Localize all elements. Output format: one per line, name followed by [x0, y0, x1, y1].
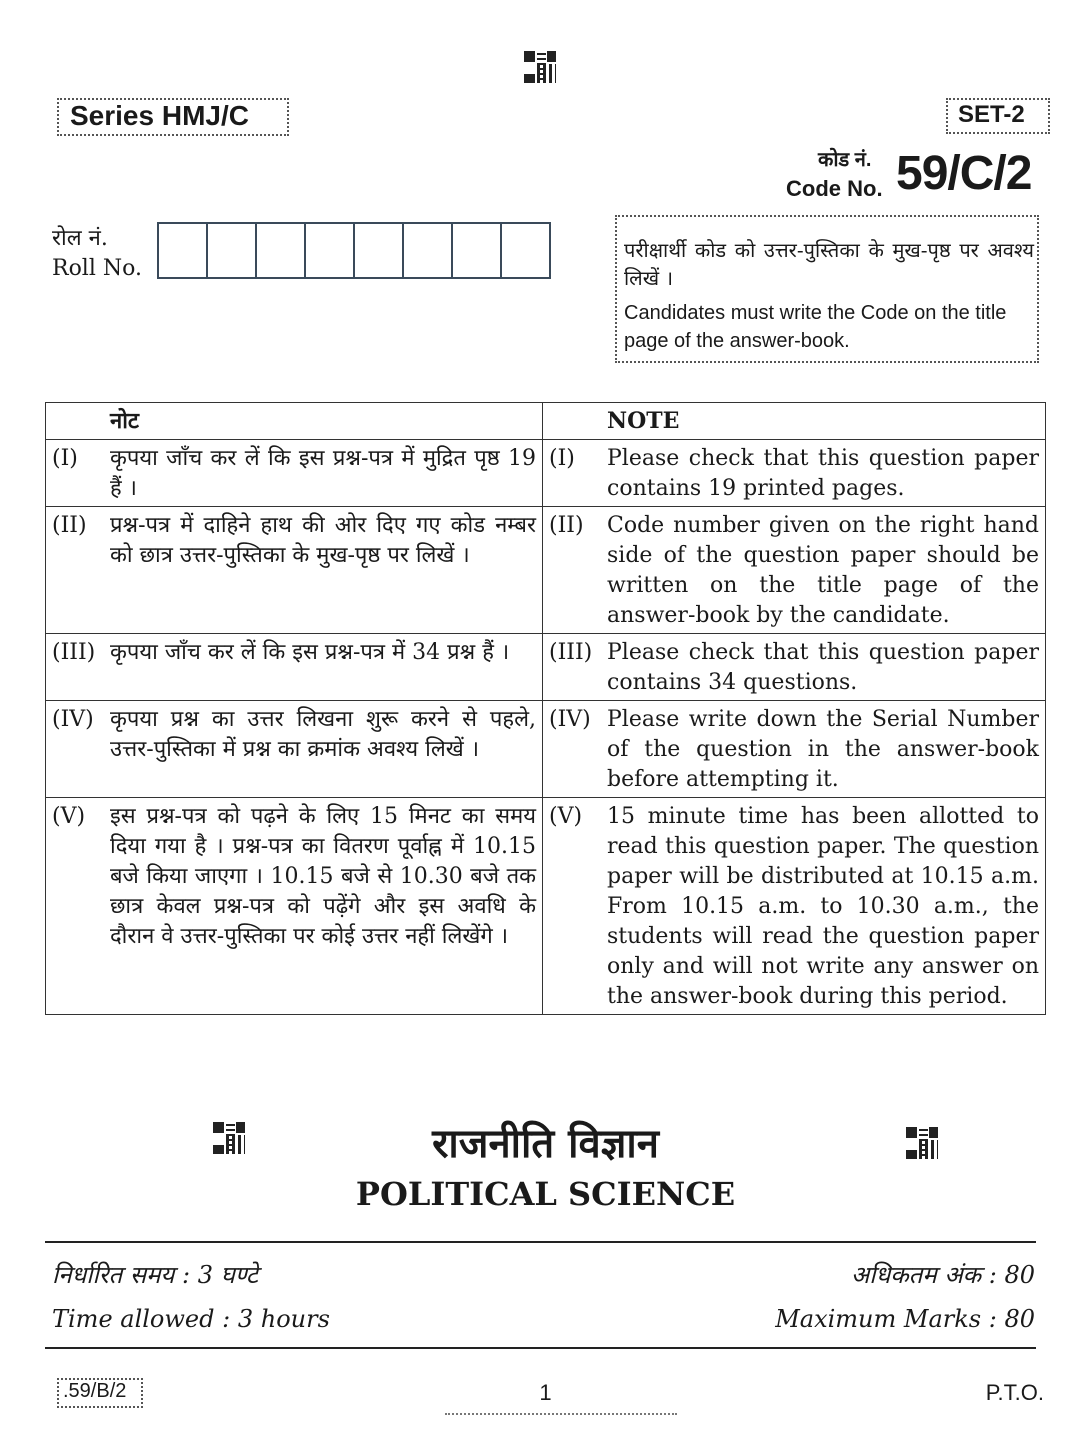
subject-title-english: POLITICAL SCIENCE: [355, 1175, 736, 1213]
max-marks-english: Maximum Marks : 80: [775, 1305, 1035, 1333]
roll-digit-box[interactable]: [157, 222, 208, 279]
divider: [45, 1241, 1036, 1243]
notes-header-hindi: नोट: [110, 408, 139, 434]
note-number: (V): [549, 804, 583, 829]
note-text-english: Please check that this question paper contains 19 printed pages.: [607, 446, 1039, 501]
note-text-english: 15 minute time has been allotted to read this question paper. The question paper will be distributed at 10.15 a.m. From 10.15 a.m. to 10.30 a.m., the students will read the question paper only and will not write any answer on the answer-book during this period.: [607, 804, 1039, 1009]
note-text-hindi: इस प्रश्न-पत्र को पढ़ने के लिए 15 मिनट का समय दिया गया है । प्रश्न-पत्र का वितरण पूर्वाह्न में 10.15 बजे किया जाएगा । 10.15 बजे से 10.30 बजे तक छात्र केवल प्रश्न-पत्र को पढ़ेंगे और इस अवधि के दौरान वे उत्तर-पुस्तिका पर कोई उत्तर नहीं लिखेंगे ।: [110, 804, 536, 949]
microtext-line: [445, 1413, 677, 1415]
table-row: [46, 507, 1046, 634]
note-text-hindi: कृपया जाँच कर लें कि इस प्रश्न-पत्र में 34 प्रश्न हैं ।: [110, 640, 510, 665]
code-label-english: Code No.: [786, 176, 883, 201]
roll-number-boxes[interactable]: [157, 222, 549, 279]
candidate-note-english: Candidates must write the Code on the title page of the answer-book.: [624, 302, 1007, 352]
table-row: [46, 440, 1046, 507]
notes-header-english: NOTE: [607, 408, 680, 434]
table-row: [46, 634, 1046, 701]
series-label: Series HMJ/C: [70, 100, 249, 131]
note-number: (II): [52, 513, 87, 538]
note-text-english: Please write down the Serial Number of the question in the answer-book before attempting it.: [607, 707, 1039, 792]
table-row: [46, 798, 1046, 1015]
note-text-english: Please check that this question paper contains 34 questions.: [607, 640, 1039, 695]
note-number: (III): [52, 640, 96, 665]
pto-label: P.T.O.: [985, 1380, 1044, 1405]
time-allowed-english: Time allowed : 3 hours: [52, 1305, 330, 1333]
roll-digit-box[interactable]: [255, 222, 306, 279]
note-text-hindi: प्रश्न-पत्र में दाहिने हाथ की ओर दिए गए कोड नम्बर को छात्र उत्तर-पुस्तिका के मुख-पृष्ठ पर लिखें ।: [110, 513, 536, 568]
roll-digit-box[interactable]: [353, 222, 404, 279]
note-text-hindi: कृपया जाँच कर लें कि इस प्रश्न-पत्र में मुद्रित पृष्ठ 19 हैं ।: [110, 446, 536, 501]
note-text-hindi: कृपया प्रश्न का उत्तर लिखना शुरू करने से पहले, उत्तर-पुस्तिका में प्रश्न का क्रमांक अवश्य लिखें ।: [110, 707, 536, 762]
roll-label-english: Roll No.: [52, 256, 142, 281]
qr-code-icon: [523, 50, 557, 84]
note-number: (II): [549, 513, 584, 538]
note-text-english: Code number given on the right hand side of the question paper should be written on the title page of the answer-book by the candidate.: [607, 513, 1039, 628]
note-number: (III): [549, 640, 593, 665]
roll-digit-box[interactable]: [304, 222, 355, 279]
page-number: 1: [539, 1380, 552, 1405]
roll-digit-box[interactable]: [500, 222, 551, 279]
note-number: (I): [52, 446, 78, 471]
note-number: (IV): [549, 707, 591, 732]
notes-header-row: [46, 403, 1046, 440]
note-number: (I): [549, 446, 575, 471]
max-marks-hindi: अधिकतम अंक : 80: [850, 1261, 1035, 1289]
roll-digit-box[interactable]: [451, 222, 502, 279]
set-label: SET-2: [958, 101, 1025, 128]
code-number: 59/C/2: [896, 147, 1032, 200]
note-number: (V): [52, 804, 86, 829]
note-number: (IV): [52, 707, 94, 732]
divider: [45, 1347, 1036, 1349]
notes-table: [45, 402, 1046, 1015]
roll-digit-box[interactable]: [206, 222, 257, 279]
table-row: [46, 701, 1046, 798]
time-allowed-hindi: निर्धारित समय : 3 घण्टे: [52, 1261, 259, 1289]
roll-digit-box[interactable]: [402, 222, 453, 279]
roll-label-hindi: रोल नं.: [52, 226, 108, 251]
footer-code: .59/B/2: [63, 1380, 127, 1402]
candidate-note-hindi: परीक्षार्थी कोड को उत्तर-पुस्तिका के मुख-पृष्ठ पर अवश्य लिखें ।: [624, 238, 1034, 290]
subject-title-hindi: राजनीति विज्ञान: [432, 1120, 659, 1167]
code-label-hindi: कोड नं.: [818, 149, 872, 171]
